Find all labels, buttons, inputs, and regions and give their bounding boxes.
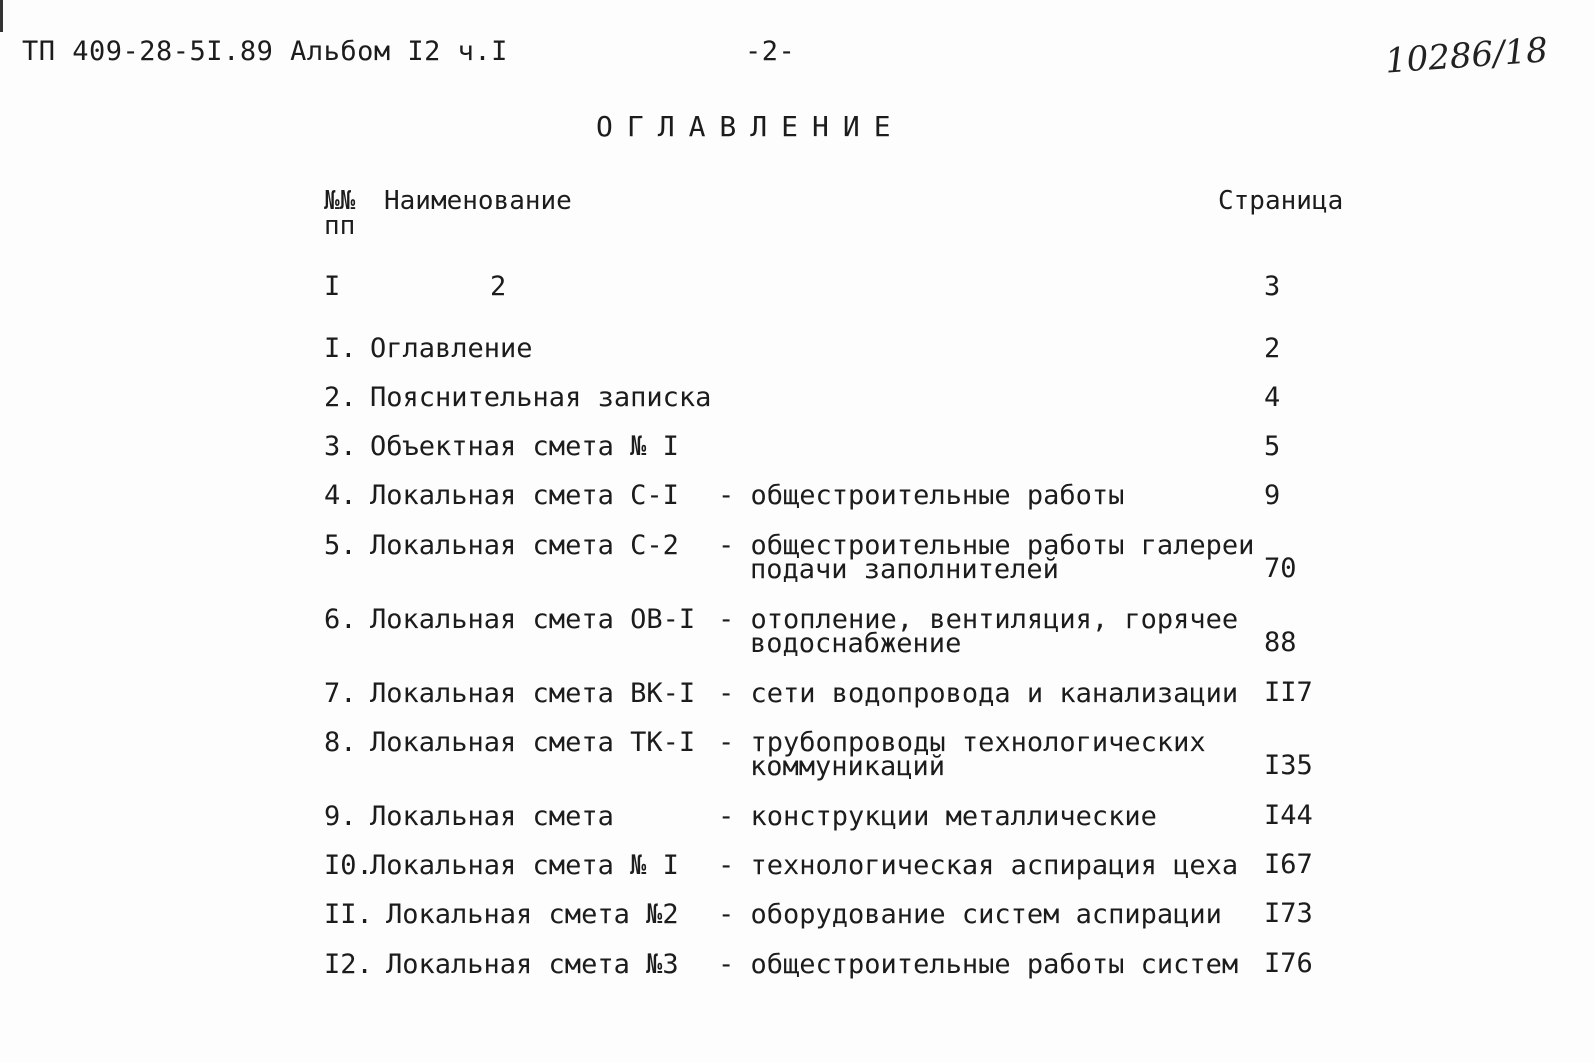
entry-number: 4. (324, 480, 357, 511)
entry-name: Локальная смета ОВ-І (370, 604, 696, 635)
entry-page: І44 (1264, 800, 1313, 831)
entry-description: - конструкции металлические (718, 801, 1157, 832)
entry-page: 5 (1264, 431, 1281, 462)
column-number-2: 2 (490, 271, 507, 302)
entry-number: І0. (324, 850, 373, 881)
entry-number: 7. (324, 678, 357, 709)
entry-name: Оглавление (370, 333, 533, 364)
entry-description: - общестроительные работы галереи (718, 530, 1255, 561)
margin-mark (0, 0, 3, 32)
entry-description: - сети водопровода и канализации (718, 678, 1239, 709)
entry-number: І2. (324, 949, 373, 980)
entry-page: І67 (1264, 849, 1313, 880)
column-header-number-sub: пп (324, 211, 356, 241)
page-title: ОГЛАВЛЕНИЕ (596, 110, 905, 143)
entry-description-cont: водоснабжение (750, 628, 962, 659)
entry-number: 2. (324, 382, 357, 413)
entry-description: - трубопроводы технологических (718, 727, 1206, 758)
entry-page: І73 (1264, 898, 1313, 929)
handwritten-inventory-number: 10286/18 (1383, 30, 1550, 82)
entry-number: 5. (324, 530, 357, 561)
entry-page: 88 (1264, 627, 1297, 658)
entry-page: І35 (1264, 750, 1313, 781)
entry-description: - отопление, вентиляция, горячее (718, 604, 1239, 635)
entry-number: 8. (324, 727, 357, 758)
entry-description-cont: коммуникаций (750, 751, 946, 782)
column-number-1: І (324, 271, 341, 302)
entry-page: 9 (1264, 480, 1281, 511)
entry-description-cont: подачи заполнителей (750, 554, 1059, 585)
entry-name: Локальная смета С-І (370, 480, 679, 511)
entry-description: - общестроительные работы (718, 480, 1125, 511)
entry-name: Локальная смета ВК-І (370, 678, 696, 709)
entry-page: ІІ7 (1264, 677, 1313, 708)
entry-page: 2 (1264, 333, 1281, 364)
entry-name: Пояснительная записка (370, 382, 712, 413)
entry-name: Локальная смета №2 (386, 899, 679, 930)
entry-page: 4 (1264, 382, 1281, 413)
entry-name: Локальная смета №3 (386, 949, 679, 980)
entry-name: Объектная смета № І (370, 431, 679, 462)
entry-page: І76 (1264, 948, 1313, 979)
entry-description: - оборудование систем аспирации (718, 899, 1222, 930)
column-header-number: №№ (324, 186, 356, 216)
entry-number: 3. (324, 431, 357, 462)
column-header-page: Страница (1218, 186, 1344, 216)
entry-number: 6. (324, 604, 357, 635)
entry-name: Локальная смета (370, 801, 614, 832)
column-header-name: Наименование (384, 186, 572, 216)
entry-description: - технологическая аспирация цеха (718, 850, 1239, 881)
column-number-3: 3 (1264, 271, 1281, 302)
page-number: -2- (745, 36, 796, 67)
entry-page: 70 (1264, 553, 1297, 584)
entry-number: ІІ. (324, 899, 373, 930)
document-code: ТП 409-28-5І.89 Альбом І2 ч.І (22, 36, 508, 67)
entry-number: 9. (324, 801, 357, 832)
entry-name: Локальная смета № І (370, 850, 679, 881)
entry-name: Локальная смета С-2 (370, 530, 679, 561)
entry-description: - общестроительные работы систем (718, 949, 1239, 980)
entry-name: Локальная смета ТК-І (370, 727, 696, 758)
entry-number: І. (324, 333, 357, 364)
